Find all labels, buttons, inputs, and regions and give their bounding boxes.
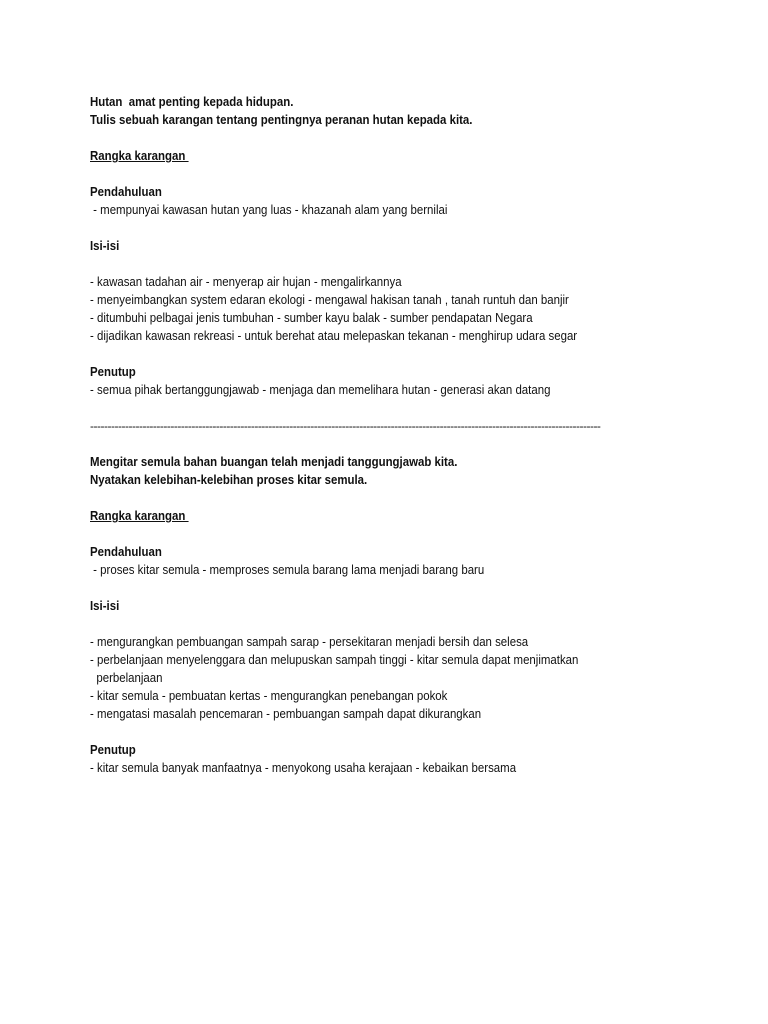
spacer — [90, 129, 690, 147]
outline-heading-1: Rangka karangan — [90, 148, 189, 163]
closing-heading-2: Penutup — [90, 742, 136, 757]
intro-heading-1: Pendahuluan — [90, 184, 162, 199]
section-divider: -------------------------------------------------------------------------------------------------------------------------------------------------- — [90, 419, 601, 433]
intro-text-2: - proses kitar semula - memproses semula barang lama menjadi barang baru — [90, 562, 485, 577]
document-page — [90, 93, 690, 777]
spacer — [90, 255, 690, 273]
intro-heading-2: Pendahuluan — [90, 544, 162, 559]
body-item-2: - kitar semula - pembuatan kertas - mengurangkan penebangan pokok — [90, 688, 448, 703]
spacer — [90, 345, 690, 363]
spacer — [90, 489, 690, 507]
spacer — [90, 435, 690, 453]
outline-heading-2: Rangka karangan — [90, 508, 189, 523]
essay-title-1-line-1: Hutan amat penting kepada hidupan. — [90, 94, 294, 109]
spacer — [90, 399, 690, 417]
body-item-1: - menyeimbangkan system edaran ekologi - mengawal hakisan tanah , tanah runtuh dan banjir — [90, 292, 569, 307]
body-item-2: - mengatasi masalah pencemaran - pembuangan sampah dapat dikurangkan — [90, 706, 482, 721]
body-item-2: - mengurangkan pembuangan sampah sarap - persekitaran menjadi bersih dan selesa — [90, 634, 529, 649]
body-item-2: perbelanjaan — [90, 670, 163, 685]
body-heading-2: Isi-isi — [90, 598, 120, 613]
closing-text-1: - semua pihak bertanggungjawab - menjaga dan memelihara hutan - generasi akan datang — [90, 382, 551, 397]
intro-text-1: - mempunyai kawasan hutan yang luas - khazanah alam yang bernilai — [90, 202, 448, 217]
essay-title-2-line-1: Mengitar semula bahan buangan telah menjadi tanggungjawab kita. — [90, 454, 458, 469]
closing-text-2: - kitar semula banyak manfaatnya - menyokong usaha kerajaan - kebaikan bersama — [90, 760, 517, 775]
spacer — [90, 165, 690, 183]
essay-title-2-line-2: Nyatakan kelebihan-kelebihan proses kitar semula. — [90, 472, 368, 487]
essay-title-1-line-2: Tulis sebuah karangan tentang pentingnya peranan hutan kepada kita. — [90, 112, 473, 127]
spacer — [90, 615, 690, 633]
spacer — [90, 525, 690, 543]
body-item-1: - ditumbuhi pelbagai jenis tumbuhan - sumber kayu balak - sumber pendapatan Negara — [90, 310, 533, 325]
body-item-1: - dijadikan kawasan rekreasi - untuk berehat atau melepaskan tekanan - menghirup udara segar — [90, 328, 578, 343]
closing-heading-1: Penutup — [90, 364, 136, 379]
spacer — [90, 723, 690, 741]
body-item-2: - perbelanjaan menyelenggara dan melupuskan sampah tinggi - kitar semula dapat menjimatkan — [90, 652, 579, 667]
spacer — [90, 579, 690, 597]
body-heading-1: Isi-isi — [90, 238, 120, 253]
spacer — [90, 219, 690, 237]
body-item-1: - kawasan tadahan air - menyerap air hujan - mengalirkannya — [90, 274, 402, 289]
